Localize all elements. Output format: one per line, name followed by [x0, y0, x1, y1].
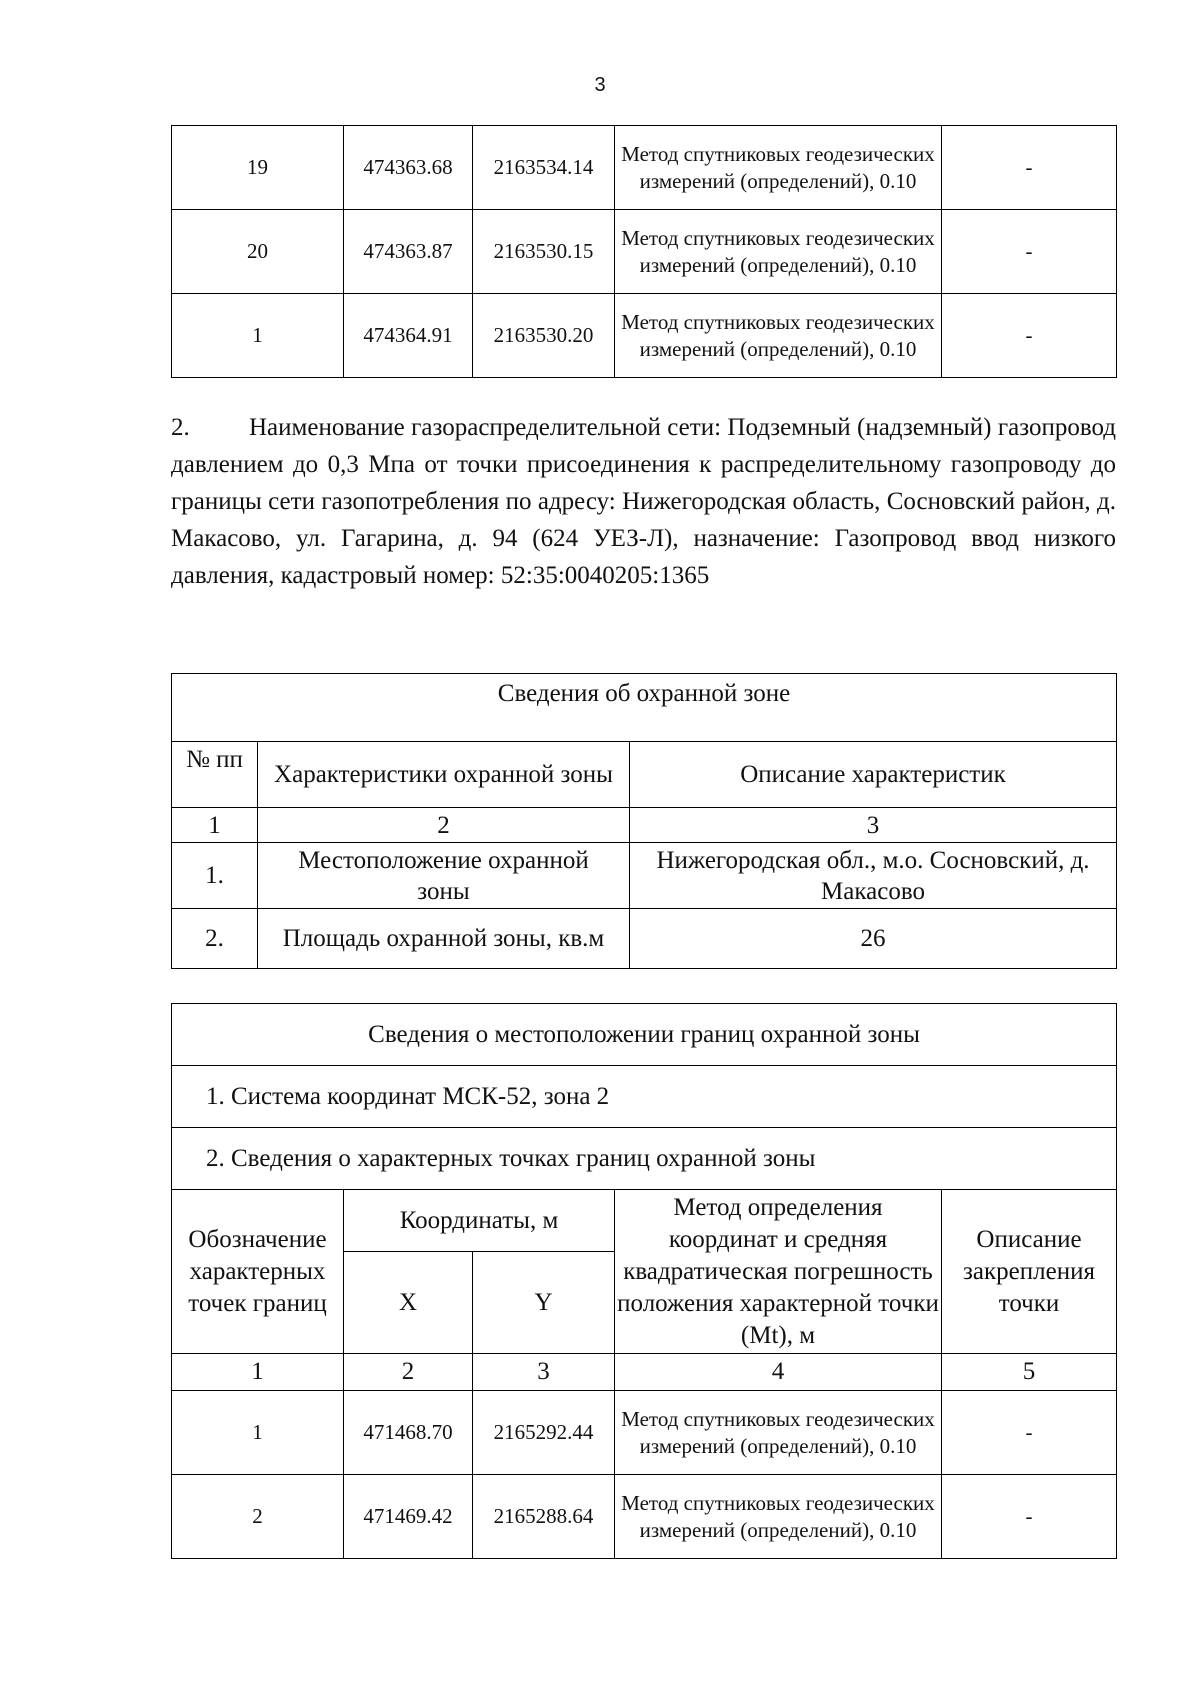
method: Метод спутниковых геодезических измерений (определений), 0.10: [615, 1475, 942, 1559]
page-number: 3: [594, 74, 606, 96]
table-row: [172, 909, 1117, 969]
section-number: 2.: [171, 414, 190, 441]
table-row: [172, 126, 1117, 210]
col-number: 3: [473, 1354, 615, 1391]
point-id: 2: [172, 1475, 344, 1559]
col-number: 1: [172, 808, 258, 843]
method: Метод спутниковых геодезических измерений (определений), 0.10: [615, 294, 942, 378]
header-number: № пп: [172, 742, 258, 808]
row-number: 1.: [172, 843, 258, 909]
fixation-desc: -: [942, 210, 1117, 294]
section-text: Наименование газораспределительной сети: Подземный (надземный) газопровод давлением до 0,3 Мпа от точки присоединения к распределительному газопроводу до границы сети газопотребления по адресу: Нижегородская область, Сосновский район, д. Макасово, ул. Гагарина, д. 94 (624 УЕЗ-Л), назначение: Газопровод ввод низкого давления, кадастровый номер: 52:35:0040205:1365: [171, 414, 1116, 589]
boundary-title: Сведения о местоположении границ охранной зоны: [172, 1004, 1117, 1066]
row-value: Нижегородская обл., м.о. Сосновский, д. Макасово: [630, 843, 1117, 909]
point-id: 20: [172, 210, 344, 294]
coord-x: 474364.91: [344, 294, 473, 378]
col-number: 3: [630, 808, 1117, 843]
coord-y: 2163534.14: [473, 126, 615, 210]
coordinate-system: 1. Система координат МСК-52, зона 2: [172, 1066, 1117, 1128]
coord-x: 474363.68: [344, 126, 473, 210]
points-table-continued: [171, 125, 1117, 378]
row-name: Площадь охранной зоны, кв.м: [258, 909, 630, 969]
col-number: 5: [942, 1354, 1117, 1391]
row-name: Местоположение охранной зоны: [258, 843, 630, 909]
method: Метод спутниковых геодезических измерений (определений), 0.10: [615, 210, 942, 294]
coord-x: 474363.87: [344, 210, 473, 294]
section-paragraph: [171, 409, 1116, 594]
row-value: 26: [630, 909, 1117, 969]
zone-info-table: [171, 673, 1117, 969]
point-id: 19: [172, 126, 344, 210]
col-number: 2: [344, 1354, 473, 1391]
row-number: 2.: [172, 909, 258, 969]
table-row: [172, 843, 1117, 909]
coord-x: 471468.70: [344, 1391, 473, 1475]
coord-y: 2163530.15: [473, 210, 615, 294]
header-x: X: [344, 1252, 473, 1354]
header-coordinates: Координаты, м: [344, 1190, 615, 1252]
col-number: 1: [172, 1354, 344, 1391]
header-description: Описание характеристик: [630, 742, 1117, 808]
col-number: 4: [615, 1354, 942, 1391]
header-method: Метод определения координат и средняя квадратическая погрешность положения характерной точки (Mt), м: [615, 1190, 942, 1354]
point-id: 1: [172, 294, 344, 378]
header-y: Y: [473, 1252, 615, 1354]
fixation-desc: -: [942, 294, 1117, 378]
method: Метод спутниковых геодезических измерений (определений), 0.10: [615, 1391, 942, 1475]
coord-y: 2165288.64: [473, 1475, 615, 1559]
table-row: [172, 1391, 1117, 1475]
method: Метод спутниковых геодезических измерений (определений), 0.10: [615, 126, 942, 210]
coord-x: 471469.42: [344, 1475, 473, 1559]
table-row: [172, 210, 1117, 294]
fixation-desc: -: [942, 1391, 1117, 1475]
header-designation: Обозначение характерных точек границ: [172, 1190, 344, 1354]
table-row: [172, 1475, 1117, 1559]
table-row: [172, 294, 1117, 378]
zone-info-title: Сведения об охранной зоне: [172, 674, 1117, 742]
boundary-info-table: [171, 1003, 1117, 1559]
point-id: 1: [172, 1391, 344, 1475]
col-number: 2: [258, 808, 630, 843]
header-fixation: Описание закрепления точки: [942, 1190, 1117, 1354]
fixation-desc: -: [942, 126, 1117, 210]
points-subtitle: 2. Сведения о характерных точках границ охранной зоны: [172, 1128, 1117, 1190]
coord-y: 2165292.44: [473, 1391, 615, 1475]
coord-y: 2163530.20: [473, 294, 615, 378]
header-characteristics: Характеристики охранной зоны: [258, 742, 630, 808]
fixation-desc: -: [942, 1475, 1117, 1559]
